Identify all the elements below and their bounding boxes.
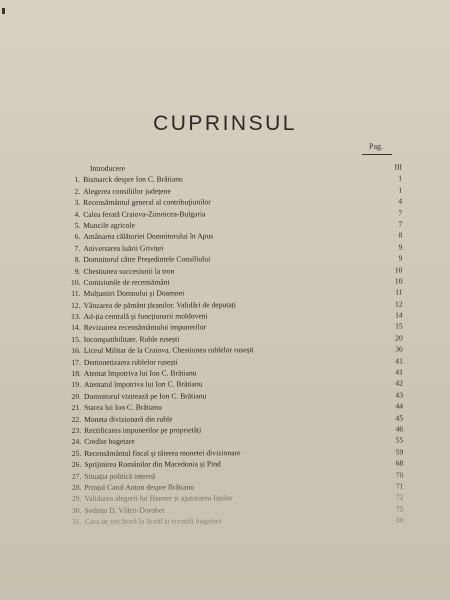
toc-entry-number: 15. bbox=[71, 334, 81, 344]
toc-entry-number: 8. bbox=[74, 255, 81, 265]
toc-entry-title: Domnitorul către Președintele Consiliului bbox=[83, 254, 211, 265]
toc-entry-page: 9 bbox=[398, 242, 403, 252]
toc-entry-page: 68 bbox=[395, 458, 404, 468]
page-column-divider bbox=[362, 154, 392, 155]
toc-entry-number: 3. bbox=[74, 198, 81, 208]
toc-entry-title: Vânzarea de pământ țăranilor. Validări de deputați bbox=[83, 299, 236, 310]
toc-entry-title: Alegerea consiliilor județene bbox=[83, 186, 171, 196]
toc-entry-page: 72 bbox=[395, 492, 404, 502]
toc-entry-title: Ad-ția centrală și funcționarii moldoveni bbox=[83, 311, 208, 321]
toc-entry-page: 7 bbox=[398, 219, 403, 229]
toc-entry-number: 26. bbox=[71, 460, 82, 470]
toc-entry-title: Amânarea călătoriei Domnitorului în Apus bbox=[83, 231, 214, 242]
toc-entry-page: 20 bbox=[395, 333, 403, 343]
toc-entry-page: 42 bbox=[395, 378, 403, 388]
toc-entry-title: Chestiunea succesiunii la tron bbox=[83, 266, 175, 276]
toc-entry-page: 10 bbox=[394, 265, 403, 275]
toc-entry-number: 25. bbox=[71, 448, 82, 458]
toc-entry-number: 24. bbox=[71, 437, 82, 447]
toc-entry-title: Demonetizarea rublelor rusești bbox=[83, 357, 178, 367]
toc-entry-title: Mulțumiri Domnului și Doamnei bbox=[83, 288, 185, 299]
toc-entry-page: 46 bbox=[395, 424, 404, 434]
toc-entry-page: 14 bbox=[395, 310, 403, 320]
toc-entry bbox=[62, 515, 408, 528]
toc-entry-page: 59 bbox=[395, 447, 404, 457]
toc-entry-page: 36 bbox=[395, 344, 403, 354]
toc-entry-page: 41 bbox=[395, 367, 403, 377]
toc-entry-number: 5. bbox=[74, 220, 81, 230]
toc-entry-page: 75 bbox=[395, 504, 404, 514]
toc-entry-number: 10. bbox=[71, 277, 81, 287]
toc-entry-title: Recensământul fiscal și tăierea monetei divizionare bbox=[84, 447, 241, 458]
toc-entry-title: Introducere bbox=[90, 163, 126, 173]
toc-entry-title: Ședința D. Văleii-Dorobei bbox=[84, 505, 165, 515]
toc-entry-page: 41 bbox=[395, 356, 403, 366]
toc-entry-page: 15 bbox=[395, 321, 403, 332]
toc-entry-title: Recensământul general al contribuţiunilor bbox=[83, 197, 211, 208]
toc-entry-title: Atentatul împotriva lui Ion C. Brătianu bbox=[83, 379, 203, 390]
table-of-contents bbox=[60, 161, 408, 527]
toc-entry-number: 31. bbox=[72, 517, 82, 527]
toc-entry-number: 14. bbox=[71, 323, 81, 333]
toc-entry-number: 6. bbox=[74, 232, 81, 242]
toc-entry-number: 7. bbox=[74, 243, 81, 253]
page-column-label: Pag. bbox=[369, 142, 383, 151]
toc-entry-title: Atentat împotriva lui Ion C. Brătianu bbox=[83, 368, 197, 378]
toc-entry-title: Sprijinirea Românilor din Macedonia și Pind bbox=[84, 459, 221, 470]
toc-entry-number: 27. bbox=[71, 471, 82, 481]
toc-entry-title: Moneta divizionară din ruble bbox=[84, 414, 173, 424]
toc-entry-title: Comisiunile de recensământ bbox=[83, 277, 170, 287]
toc-entry-page: 70 bbox=[395, 470, 404, 480]
toc-entry-title: Revizuirea recensământului impunerilor bbox=[83, 322, 207, 333]
toc-entry-title: Rectificarea impunerilor pe proprietăți bbox=[84, 425, 202, 435]
toc-entry-number: 12. bbox=[71, 300, 81, 310]
toc-entry-number: 1. bbox=[74, 175, 81, 185]
toc-entry-page: 45 bbox=[395, 413, 404, 423]
toc-entry-title: Validarea alegerii lui Hanner și ajutorarea Iașilor bbox=[84, 493, 233, 504]
toc-entry-number: 28. bbox=[71, 482, 82, 492]
toc-entry-page: 7 bbox=[398, 208, 403, 218]
toc-entry-title: Situația politică internă bbox=[84, 471, 156, 481]
toc-entry-title: Calea ferată Craiova-Zimnicea-Bulgaria bbox=[83, 208, 206, 219]
toc-entry-number: 29. bbox=[71, 494, 82, 504]
toc-entry-page: 4 bbox=[398, 196, 403, 206]
toc-entry-number: 22. bbox=[71, 414, 82, 424]
toc-entry-number: 11. bbox=[71, 289, 81, 299]
toc-entry-page: 44 bbox=[395, 401, 404, 411]
toc-entry-number: 17. bbox=[71, 357, 81, 367]
toc-entry-page: 8 bbox=[398, 230, 403, 240]
toc-entry-number: 30. bbox=[71, 505, 82, 515]
toc-entry-number: 13. bbox=[71, 311, 81, 322]
toc-entry-page: 11 bbox=[395, 287, 403, 297]
toc-entry-page: III bbox=[394, 162, 403, 172]
toc-entry-number: 4. bbox=[74, 209, 81, 219]
toc-entry-title: Incompatibilitate. Ruble rusești bbox=[83, 334, 180, 344]
toc-entry-page: 43 bbox=[395, 390, 404, 400]
toc-entry-page: 1 bbox=[398, 173, 403, 183]
toc-entry-page: 55 bbox=[395, 435, 404, 445]
toc-entry-number: 21. bbox=[71, 403, 82, 413]
toc-entry-page: 1 bbox=[398, 185, 403, 195]
toc-entry-title: Muncile agricole bbox=[83, 220, 135, 230]
toc-entry-page: 9 bbox=[398, 253, 403, 263]
toc-entry-number: 16. bbox=[71, 346, 81, 356]
toc-entry-number: 9. bbox=[74, 266, 81, 276]
toc-entry-title: Prințul Carol Anton despre Brătianu bbox=[84, 482, 195, 492]
toc-entry-page: 12 bbox=[395, 299, 403, 309]
toc-entry-number: 23. bbox=[71, 425, 82, 435]
toc-entry-number: 20. bbox=[71, 391, 82, 401]
page-title: CUPRINSUL bbox=[153, 112, 297, 135]
toc-entry-number: 19. bbox=[71, 380, 81, 390]
toc-entry-title: Starea lui Ion C. Brătianu bbox=[84, 402, 162, 413]
toc-entry-number: 2. bbox=[74, 186, 81, 196]
toc-entry-page: 10 bbox=[394, 276, 403, 286]
toc-entry-page: 71 bbox=[395, 481, 404, 491]
toc-entry-page: 80 bbox=[395, 515, 404, 525]
toc-entry-title: Domnitorul vizitează pe Ion C. Brătianu bbox=[83, 391, 207, 401]
toc-entry-number: 18. bbox=[71, 368, 81, 378]
toc-entry-title: Cora de trecătoră la liceăl și scroteli bugetare bbox=[84, 516, 222, 527]
toc-entry-title: Credite bugetare bbox=[84, 437, 135, 447]
toc-entry-title: Aniversarea luării Griviței bbox=[83, 243, 164, 253]
toc-entry-title: Bismarck despre Ion C. Brătianu bbox=[83, 174, 183, 185]
toc-entry-title: Liceul Militar de la Craiova. Chestiunea rublelor rusești bbox=[83, 345, 254, 356]
page-edge-mark bbox=[2, 8, 5, 14]
